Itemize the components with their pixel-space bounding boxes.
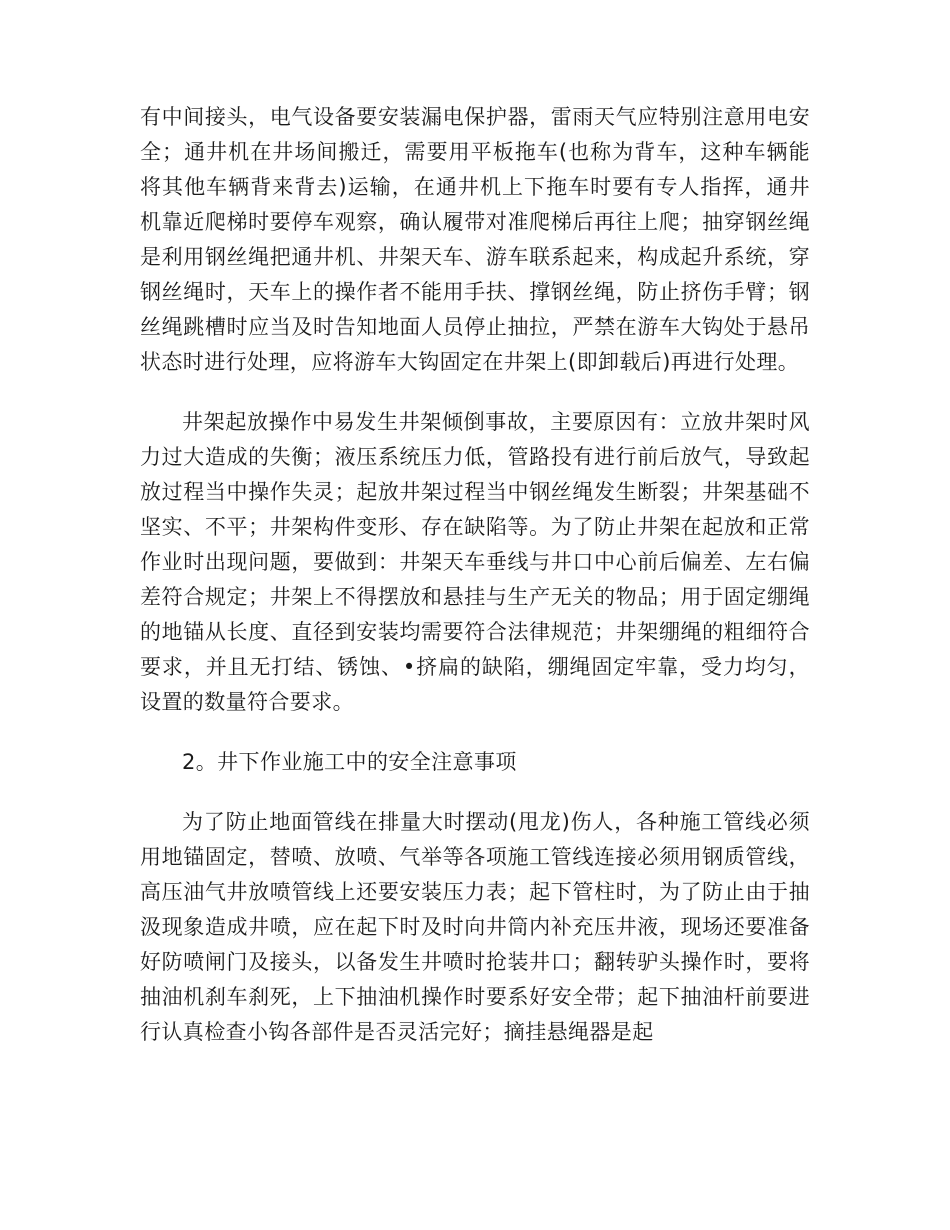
paragraph-derrick-accidents: 井架起放操作中易发生井架倾倒事故，主要原因有：立放井架时风力过大造成的失衡；液压系统压力低，管路投有进行前后放气，导致起放过程当中操作失灵；起放井架过程当中钢丝绳发生断裂；井架基础不坚实、不平；井架构件变形、存在缺陷等。为了防止井架在起放和正常作业时出现问题，要做到：井架天车垂线与井口中心前后偏差、左右偏差符合规定；井架上不得摆放和悬挂与生产无关的物品；用于固定绷绳的地锚从长度、直径到安装均需要符合法律规范；井架绷绳的粗细符合要求，并且无打结、锈蚀、•挤扁的缺陷，绷绳固定牢靠，受力均匀，设置的数量符合要求。 <box>140 410 810 714</box>
paragraph-continuation: 有中间接头，电气设备要安装漏电保护器，雷雨天气应特别注意用电安全；通井机在井场间搬迁，需要用平板拖车(也称为背车，这种车辆能将其他车辆背来背去)运输，在通井机上下拖车时要有专人指挥，通井机靠近爬梯时要停车观察，确认履带对准爬梯后再往上爬；抽穿钢丝绳是利用钢丝绳把通井机、井架天车、游车联系起来，构成起升系统，穿钢丝绳时，天车上的操作者不能用手扶、撑钢丝绳，防止挤伤手臂；钢丝绳跳槽时应当及时告知地面人员停止抽拉，严禁在游车大钩处于悬吊状态时进行处理，应将游车大钩固定在井架上(即卸载后)再进行处理。 <box>140 105 810 374</box>
section-heading: 2。井下作业施工中的安全注意事项 <box>182 750 517 774</box>
paragraph-downhole-safety: 为了防止地面管线在排量大时摆动(甩龙)伤人，各种施工管线必须用地锚固定，替喷、放喷、气举等各项施工管线连接必须用钢质管线，高压油气井放喷管线上还要安装压力表；起下管柱时，为了防止由于抽汲现象造成井喷，应在起下时及时向井筒内补充压井液，现场还要准备好防喷闸门及接头，以备发生井喷时抢装井口；翻转驴头操作时，要将抽油机刹车刹死，上下抽油机操作时要系好安全带；起下抽油杆前要进行认真检查小钩各部件是否灵活完好；摘挂悬绳器是起 <box>140 810 810 1044</box>
